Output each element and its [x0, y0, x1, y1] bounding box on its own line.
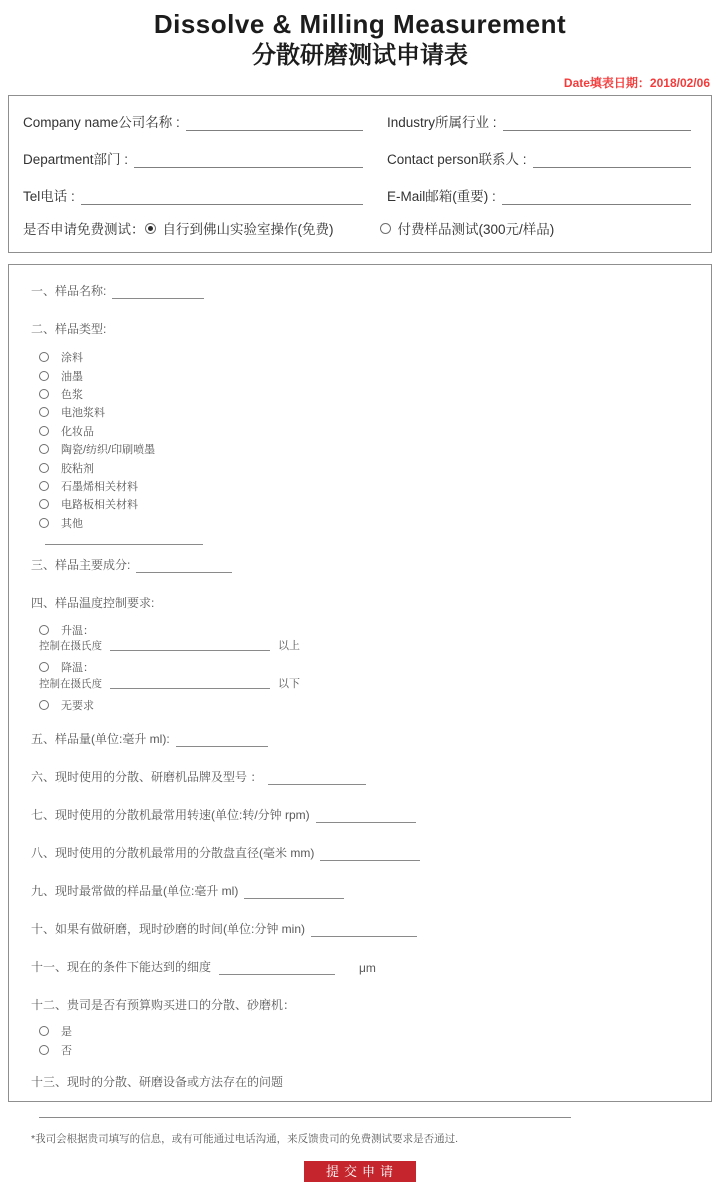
q1-label: 一、样品名称: [31, 284, 107, 298]
question-10 [31, 920, 711, 937]
q3-label: 三、样品主要成分: [31, 557, 131, 572]
questions-box [8, 264, 712, 1179]
budget-yes-option[interactable] [39, 1022, 711, 1040]
fineness-input[interactable] [219, 962, 335, 975]
sample-type-option[interactable] [39, 477, 711, 495]
tel-input[interactable] [81, 190, 363, 205]
sample-type-label: 胶粘剂 [61, 462, 94, 475]
sample-type-option[interactable] [39, 495, 711, 513]
sample-type-option[interactable] [39, 422, 711, 440]
sample-type-radio[interactable] [39, 499, 49, 509]
page-title-en: Dissolve & Milling Measurement [153, 9, 567, 39]
submit-button[interactable]: 提交申请 [304, 1161, 416, 1182]
temperature-options [31, 621, 711, 714]
department-field [23, 148, 363, 168]
sample-type-radio[interactable] [39, 481, 49, 491]
cool-temp-row [39, 677, 711, 691]
q8-label: 八、现时使用的分散机最常用的分散盘直径(毫米 mm) [31, 846, 315, 861]
free-lab-option[interactable] [145, 218, 334, 238]
sample-type-option[interactable] [39, 366, 711, 384]
sample-type-option[interactable] [39, 514, 711, 532]
heat-temp-input[interactable] [110, 638, 270, 651]
cool-radio[interactable] [39, 662, 49, 672]
heat-radio[interactable] [39, 625, 49, 635]
tel-label: Tel电话 : [23, 189, 75, 204]
question-1 [31, 282, 711, 299]
company-name-label: Company name公司名称 : [23, 115, 180, 130]
page-title-zh: 分散研磨测试申请表 [252, 42, 468, 69]
heat-temp-suffix: 以上 [278, 640, 300, 653]
no-temp-requirement-option[interactable] [39, 696, 711, 714]
heat-temp-row [39, 639, 711, 653]
q2-label: 二、样品类型: [31, 322, 107, 336]
question-7 [31, 806, 711, 823]
sample-type-label: 电路板相关材料 [61, 499, 138, 512]
sample-type-label: 陶瓷/纺织/印刷喷墨 [61, 444, 156, 457]
sample-type-option[interactable] [39, 348, 711, 366]
department-input[interactable] [134, 153, 363, 168]
q10-label: 十、如果有做研磨，现时砂磨的时间(单位:分钟 min) [31, 922, 305, 937]
sample-type-label: 化妆品 [61, 425, 94, 438]
sample-type-radio[interactable] [39, 352, 49, 362]
question-9 [31, 882, 711, 899]
email-label: E-Mail邮箱(重要) : [387, 189, 496, 204]
budget-no-label: 否 [61, 1044, 72, 1057]
company-name-field [23, 111, 363, 131]
sample-type-radio[interactable] [39, 407, 49, 417]
q13-label: 十三、现时的分散、研磨设备或方法存在的问题 [31, 1074, 284, 1089]
industry-field [387, 111, 691, 131]
cool-temp-suffix: 以下 [278, 677, 300, 690]
industry-input[interactable] [503, 116, 691, 131]
heat-option[interactable] [39, 621, 711, 639]
sample-type-other-input[interactable] [45, 539, 203, 545]
department-label: Department部门 : [23, 152, 129, 167]
cool-option[interactable] [39, 658, 711, 676]
sample-type-radio[interactable] [39, 426, 49, 436]
sample-type-label: 其他 [61, 517, 83, 530]
free-test-row [23, 218, 691, 238]
budget-yes-label: 是 [61, 1026, 72, 1039]
q12-label: 十二、贵司是否有预算购买进口的分散、砂磨机： [31, 998, 296, 1013]
sample-name-input[interactable] [112, 286, 204, 299]
q5-label: 五、样品量(单位:毫升 ml): [31, 732, 170, 747]
machine-brand-input[interactable] [268, 772, 366, 785]
sample-type-label: 油墨 [61, 370, 83, 383]
question-5 [31, 730, 711, 747]
form-header [0, 0, 720, 71]
sample-type-option[interactable] [39, 440, 711, 458]
contact-person-field [387, 148, 691, 168]
submit-row [31, 1161, 711, 1182]
sample-type-radio[interactable] [39, 371, 49, 381]
disc-diameter-input[interactable] [320, 848, 420, 861]
free-lab-option-label: 自行到佛山实验室操作(免费) [162, 222, 334, 237]
contact-person-input[interactable] [533, 153, 691, 168]
contact-grid [23, 111, 691, 205]
footnote: *我司会根据贵司填写的信息，或有可能通过电话沟通，来反馈贵司的免费测试要求是否通过. [31, 1132, 459, 1145]
sample-type-label: 色浆 [61, 388, 83, 401]
question-6 [31, 768, 711, 785]
cool-option-label: 降温： [61, 662, 94, 675]
sample-type-option[interactable] [39, 458, 711, 476]
budget-options [31, 1022, 711, 1059]
email-input[interactable] [502, 190, 691, 205]
sample-type-radio[interactable] [39, 444, 49, 454]
sample-type-option[interactable] [39, 385, 711, 403]
sample-type-list [31, 348, 711, 532]
free-test-label: 是否申请免费测试： [23, 222, 145, 237]
paid-sample-option[interactable] [380, 218, 555, 238]
paid-sample-radio[interactable] [380, 223, 391, 234]
q6-label: 六、现时使用的分散、研磨机品牌及型号 ： [31, 770, 263, 785]
sample-type-radio[interactable] [39, 518, 49, 528]
heat-option-label: 升温： [61, 625, 94, 638]
sample-type-radio[interactable] [39, 389, 49, 399]
form-date: Date填表日期：2018/02/06 [563, 76, 710, 90]
industry-label: Industry所属行业 : [387, 115, 497, 130]
sample-type-option[interactable] [39, 403, 711, 421]
rpm-input[interactable] [316, 810, 416, 823]
q11-label: 十一、现在的条件下能达到的细度 [31, 960, 212, 975]
tel-field [23, 185, 363, 205]
budget-no-option[interactable] [39, 1040, 711, 1058]
q9-label: 九、现时最常做的样品量(单位:毫升 ml) [31, 884, 239, 899]
problems-input[interactable] [39, 1114, 571, 1118]
budget-yes-radio[interactable] [39, 1026, 49, 1036]
free-lab-radio[interactable] [145, 223, 156, 234]
milling-time-input[interactable] [311, 924, 417, 937]
company-name-input[interactable] [186, 116, 363, 131]
email-field [387, 185, 691, 205]
contact-info-box [8, 95, 712, 253]
sample-type-label: 涂料 [61, 352, 83, 365]
no-temp-requirement-label: 无要求 [61, 699, 94, 712]
sample-type-label: 电池浆料 [61, 407, 105, 420]
heat-temp-label: 控制在摄氏度 [39, 640, 102, 653]
sample-volume-input[interactable] [176, 734, 268, 747]
contact-person-label: Contact person联系人 : [387, 152, 527, 167]
fineness-unit: μm [359, 961, 376, 976]
question-8 [31, 844, 711, 861]
paid-sample-option-label: 付费样品测试(300元/样品) [397, 222, 555, 237]
sample-type-radio[interactable] [39, 463, 49, 473]
cool-temp-label: 控制在摄氏度 [39, 677, 102, 690]
no-temp-requirement-radio[interactable] [39, 700, 49, 710]
question-3 [31, 556, 711, 573]
question-11 [31, 958, 711, 975]
q4-label: 四、样品温度控制要求: [31, 595, 155, 610]
cool-temp-input[interactable] [110, 676, 270, 689]
main-ingredient-input[interactable] [136, 560, 232, 573]
budget-no-radio[interactable] [39, 1045, 49, 1055]
sample-type-label: 石墨烯相关材料 [61, 480, 138, 493]
q7-label: 七、现时使用的分散机最常用转速(单位:转/分钟 rpm) [31, 808, 310, 823]
common-sample-volume-input[interactable] [244, 886, 344, 899]
